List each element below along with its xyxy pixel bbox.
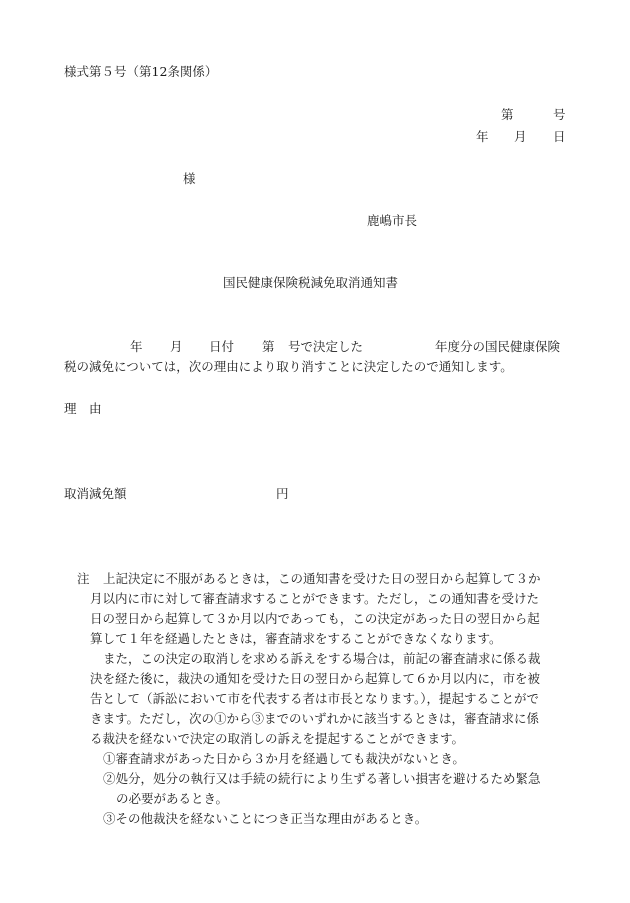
doc-number-prefix: 第 [501,107,514,122]
body-number-prefix: 第 [262,339,275,354]
note-line: 算して１年を経過したときは，審査請求をすることができなくなります。 [90,631,502,646]
body-number-suffix: 号で決定した [288,339,364,354]
body-year-label: 年 [130,339,143,354]
note-line: 告として（訴訟において市を代表する者は市長となります。），提起することがで [90,691,540,706]
date-month-label: 月 [514,129,527,144]
reason-label: 理 由 [64,401,102,416]
note-line: 月以内に市に対して審査請求することができます。ただし，この通知書を受けた [90,591,540,606]
date-day-label: 日 [553,129,566,144]
note-line: 日の翌日から起算して３か月以内であっても，この決定があった日の翌日から起 [90,611,540,626]
note-line: 上記決定に不服があるときは，この通知書を受けた日の翌日から起算して３か [103,571,541,586]
note-line: きます。ただし，次の①から③までのいずれかに該当するときは，審査請求に係 [90,711,540,726]
amount-label: 取消減免額 [64,486,127,501]
form-label: 様式第５号（第12条関係） [64,64,218,79]
note-list-item-1: ①審査請求があった日から３か月を経過しても裁決がないとき。 [103,751,465,766]
body-day-label: 日付 [209,339,235,354]
note-marker: 注 [77,571,90,586]
note-list-item-3: ③その他裁決を経ないことにつき正当な理由があるとき。 [103,811,428,826]
note-line: また，この決定の取消しを求める訴えをする場合は，前記の審査請求に係る裁 [103,651,541,666]
body-month-label: 月 [170,339,183,354]
note-line: 決を経た後に，裁決の通知を受けた日の翌日から起算して６か月以内に，市を被 [90,671,541,686]
doc-number-suffix: 号 [553,107,566,122]
document-title: 国民健康保険税減免取消通知書 [223,275,399,290]
note-list-item-2-cont: の必要があるとき。 [116,791,229,806]
note-list-item-2: ②処分，処分の執行又は手続の続行により生ずる著しい損害を避けるため緊急 [103,771,541,786]
body-fiscal-year: 年度分の国民健康保険 [435,339,561,354]
addressee-honorific: 様 [183,171,196,186]
amount-unit: 円 [276,486,289,501]
body-line-2: 税の減免については，次の理由により取り消すことに決定したので通知します。 [64,359,513,374]
note-line: る裁決を経ないで決定の取消しの訴えを提起することができます。 [90,731,465,746]
date-year-label: 年 [476,129,489,144]
issuer-name: 鹿嶋市長 [367,213,418,228]
